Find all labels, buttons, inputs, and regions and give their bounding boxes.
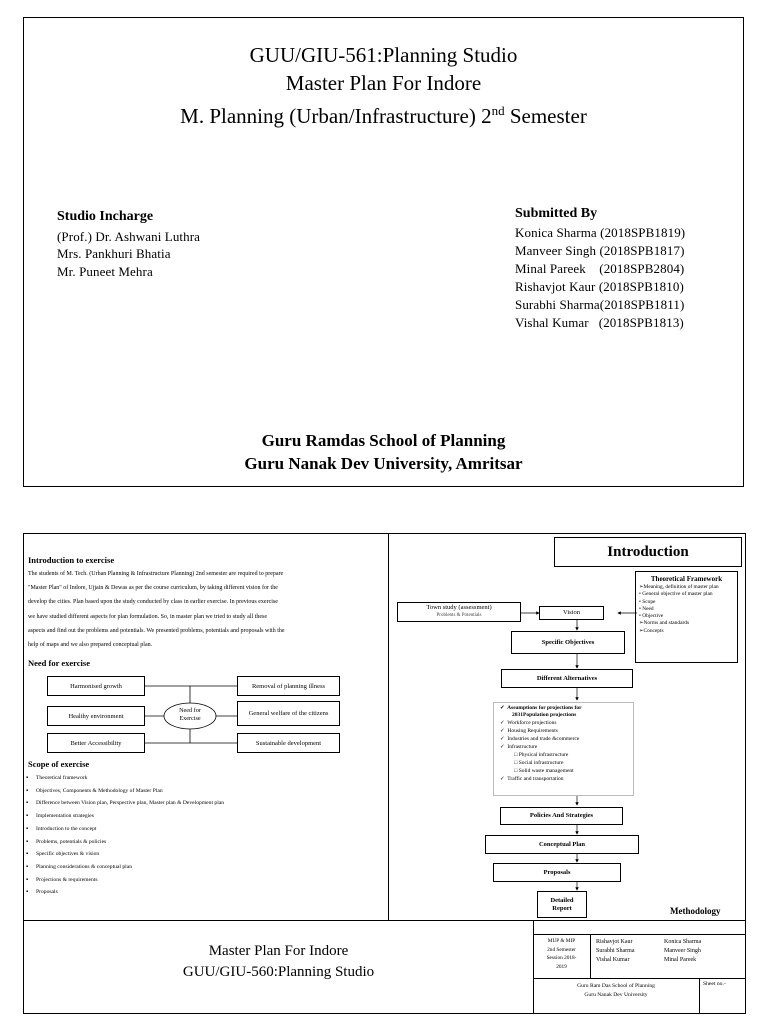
introduction-sheet bbox=[23, 533, 746, 1014]
intro-line: The students of M. Tech. (Urban Planning & Infrastructure Planning) 2nd semester are required to prepare bbox=[28, 571, 284, 577]
submitted-3: Rishavjot Kaur (2018SPB1810) bbox=[515, 279, 684, 294]
vision-box: Vision bbox=[539, 606, 604, 620]
submitted-2: Minal Pareek (2018SPB2804) bbox=[515, 261, 685, 276]
framework-item: • Need bbox=[639, 605, 654, 612]
assumptions-title2: 2031Population projections bbox=[512, 712, 577, 718]
framework-title: Theoretical Framework bbox=[650, 575, 723, 583]
intro-line: aspects and find out the problems and potentials. We presented problems, potentials and proposals with the bbox=[28, 627, 285, 634]
check-icon: ✓ bbox=[500, 736, 505, 742]
submitted-0: Konica Sharma (2018SPB1819) bbox=[515, 225, 686, 240]
cover-title-line3: M. Planning (Urban/Infrastructure) 2nd Semester bbox=[180, 103, 587, 128]
need-box-healthy: Healthy environment bbox=[47, 706, 145, 726]
traffic-item: ✓ Traffic and transportation bbox=[500, 776, 564, 782]
bullet-icon: • bbox=[639, 605, 641, 612]
framework-item: • Scope bbox=[639, 598, 656, 605]
specific-objectives-box: Specific Objectives bbox=[511, 631, 625, 654]
tb-sheet-no: Sheet no.- bbox=[703, 981, 726, 987]
incharge-2: Mr. Puneet Mehra bbox=[57, 264, 153, 279]
square-bullet-icon: □ bbox=[514, 760, 518, 766]
arrow-icon: ➢ bbox=[639, 620, 644, 627]
need-box-welfare: General welfare of the citizens bbox=[237, 701, 340, 726]
proposals-box: Proposals bbox=[493, 863, 621, 882]
tb-students-col2 bbox=[664, 938, 701, 965]
need-box-harmonised: Harmonised growth bbox=[47, 676, 145, 696]
policies-box: Policies And Strategies bbox=[500, 807, 623, 825]
section-title: Introduction bbox=[554, 537, 742, 567]
infra-item: □ Solid waste management bbox=[514, 768, 574, 774]
different-alternatives-box: Different Alternatives bbox=[501, 669, 633, 688]
check-icon: ✓ bbox=[500, 705, 505, 711]
intro-line: "Master Plan" of Indore, Ujjain & Dewas as per the course curriculum, by taking different vision for the bbox=[28, 585, 278, 592]
course-line: Session 2018- bbox=[546, 955, 577, 961]
course-line: 2nd Semester bbox=[547, 946, 576, 953]
assumption-item: ✓ Workforce projections bbox=[500, 720, 557, 726]
submitted-4: Surabhi Sharma(2018SPB1811) bbox=[515, 297, 685, 312]
bullet-icon: • bbox=[639, 591, 641, 598]
intro-heading: Introduction to exercise bbox=[28, 555, 115, 565]
incharge-0: (Prof.) Dr. Ashwani Luthra bbox=[57, 229, 201, 244]
check-icon: ✓ bbox=[500, 728, 505, 734]
cover-school: Guru Ramdas School of Planning bbox=[261, 431, 506, 450]
tb-students-col1 bbox=[596, 938, 635, 965]
square-bullet-icon: □ bbox=[514, 768, 518, 774]
scope-item: ▪ Implementation strategies bbox=[26, 810, 386, 823]
need-center: Need for Exercise bbox=[179, 707, 201, 722]
student-name: Minal Pareek bbox=[664, 957, 697, 963]
intro-line: we have studied different aspects for plan formulation. So, in master plan we tried to study all these bbox=[28, 613, 267, 620]
intro-line: develop the cities. Plan based upon the study conducted by class in earlier exercise. In previous exercise bbox=[28, 599, 278, 606]
scope-item: ▪ Difference between Vision plan, Perspective plan, Master plan & Development plan bbox=[26, 797, 386, 810]
framework-item: ➢Meaning, definition of master plan bbox=[639, 584, 719, 590]
scope-item: ▪ Specific objectives & vision bbox=[26, 848, 386, 861]
need-heading: Need for exercise bbox=[28, 658, 90, 668]
bullet-icon: • bbox=[639, 598, 641, 605]
framework-item: • Objective bbox=[639, 613, 664, 620]
arrow-icon: ➢ bbox=[639, 627, 644, 634]
assumptions-title: ✓ Assumptions for projections for bbox=[500, 705, 582, 711]
need-box-accessibility: Better Accessibility bbox=[47, 733, 145, 753]
tb-university: Guru Nanak Dev University bbox=[584, 992, 648, 998]
student-name: Surabhi Sharma bbox=[596, 948, 635, 954]
check-icon: ✓ bbox=[500, 776, 505, 782]
incharge-heading: Studio Incharge bbox=[57, 209, 154, 224]
check-icon: ✓ bbox=[500, 720, 505, 726]
assumption-item: ✓ Industries and trade &commerce bbox=[500, 736, 580, 742]
cover-slide bbox=[23, 17, 744, 487]
scope-item: ▪ Projections & requirements bbox=[26, 874, 386, 887]
assumptions-box bbox=[493, 702, 634, 796]
course-line: MUP & MIP bbox=[547, 938, 576, 944]
footer-title1: Master Plan For Indore bbox=[208, 943, 349, 959]
course-line: 2019 bbox=[556, 963, 567, 970]
assumption-item: ✓ Infrastructure bbox=[500, 744, 538, 750]
framework-item: ➢Norms and standards bbox=[639, 620, 690, 627]
submitted-heading: Submitted By bbox=[515, 206, 598, 221]
scope-heading: Scope of exercise bbox=[28, 759, 90, 769]
framework-item: • General objective of master plan bbox=[639, 591, 713, 598]
need-box-removal: Removal of planning illness bbox=[237, 676, 340, 696]
cover-title-line1: GUU/GIU-561:Planning Studio bbox=[249, 43, 518, 67]
scope-item: ▪ Theoretical framework bbox=[26, 772, 386, 785]
scope-list bbox=[26, 772, 386, 899]
footer-divider bbox=[24, 920, 745, 921]
bullet-icon: • bbox=[639, 613, 641, 620]
scope-item: ▪ Problems, potentials & policies bbox=[26, 836, 386, 849]
tb-institute bbox=[533, 982, 699, 1000]
student-name: Konica Sharma bbox=[664, 939, 702, 945]
scope-item: ▪ Introduction to the concept bbox=[26, 823, 386, 836]
scope-item: ▪ Planning considerations & conceptual plan bbox=[26, 861, 386, 874]
methodology-label: Methodology bbox=[670, 906, 721, 916]
detailed-report-box: Detailed Report bbox=[537, 891, 587, 918]
conceptual-plan-box: Conceptual Plan bbox=[485, 835, 639, 854]
check-icon: ✓ bbox=[500, 744, 505, 750]
infra-item: □ Physical infrastructure bbox=[514, 752, 569, 758]
square-bullet-icon: □ bbox=[514, 752, 518, 758]
tb-course bbox=[533, 937, 590, 971]
student-name: Vishal Kumar bbox=[596, 957, 630, 963]
need-box-sustainable: Sustainable development bbox=[237, 733, 340, 753]
cover-university: Guru Nanak Dev University, Amritsar bbox=[244, 454, 523, 473]
tb-hline-top bbox=[533, 934, 745, 935]
cover-title-line2: Master Plan For Indore bbox=[285, 71, 482, 95]
infra-item: □ Social infrastructure bbox=[514, 760, 564, 766]
framework-list bbox=[636, 584, 737, 635]
intro-line: help of maps and we also prepared conceptual plan. bbox=[28, 642, 153, 649]
tb-vline-1 bbox=[590, 934, 591, 978]
footer-title2: GUU/GIU-560:Planning Studio bbox=[182, 964, 375, 980]
assumption-item: ✓ Housing Requirements bbox=[500, 728, 558, 734]
intro-text bbox=[28, 567, 386, 652]
submitted-5: Vishal Kumar (2018SPB1813) bbox=[515, 315, 684, 330]
tb-school: Guru Ram Das School of Planning bbox=[577, 983, 655, 989]
framework-box bbox=[635, 571, 738, 663]
framework-item: ➢Concepts bbox=[639, 627, 664, 634]
tb-vline-2 bbox=[699, 978, 700, 1013]
scope-item: ▪ Objectives, Components & Methodology of Master Plan bbox=[26, 785, 386, 798]
town-study: Town study (assessment) bbox=[426, 604, 492, 611]
submitted-1: Manveer Singh (2018SPB1817) bbox=[515, 243, 685, 258]
incharge-1: Mrs. Pankhuri Bhatia bbox=[57, 246, 171, 261]
student-name: Manveer Singh bbox=[664, 948, 701, 954]
scope-item: ▪ Proposals bbox=[26, 886, 386, 899]
town-study-box bbox=[397, 602, 521, 622]
student-name: Rishavjot Kaur bbox=[596, 939, 633, 945]
town-study-sub: Problems & Potentials bbox=[436, 613, 482, 618]
arrow-icon: ➢ bbox=[639, 584, 644, 590]
tb-hline-bottom bbox=[533, 978, 745, 979]
